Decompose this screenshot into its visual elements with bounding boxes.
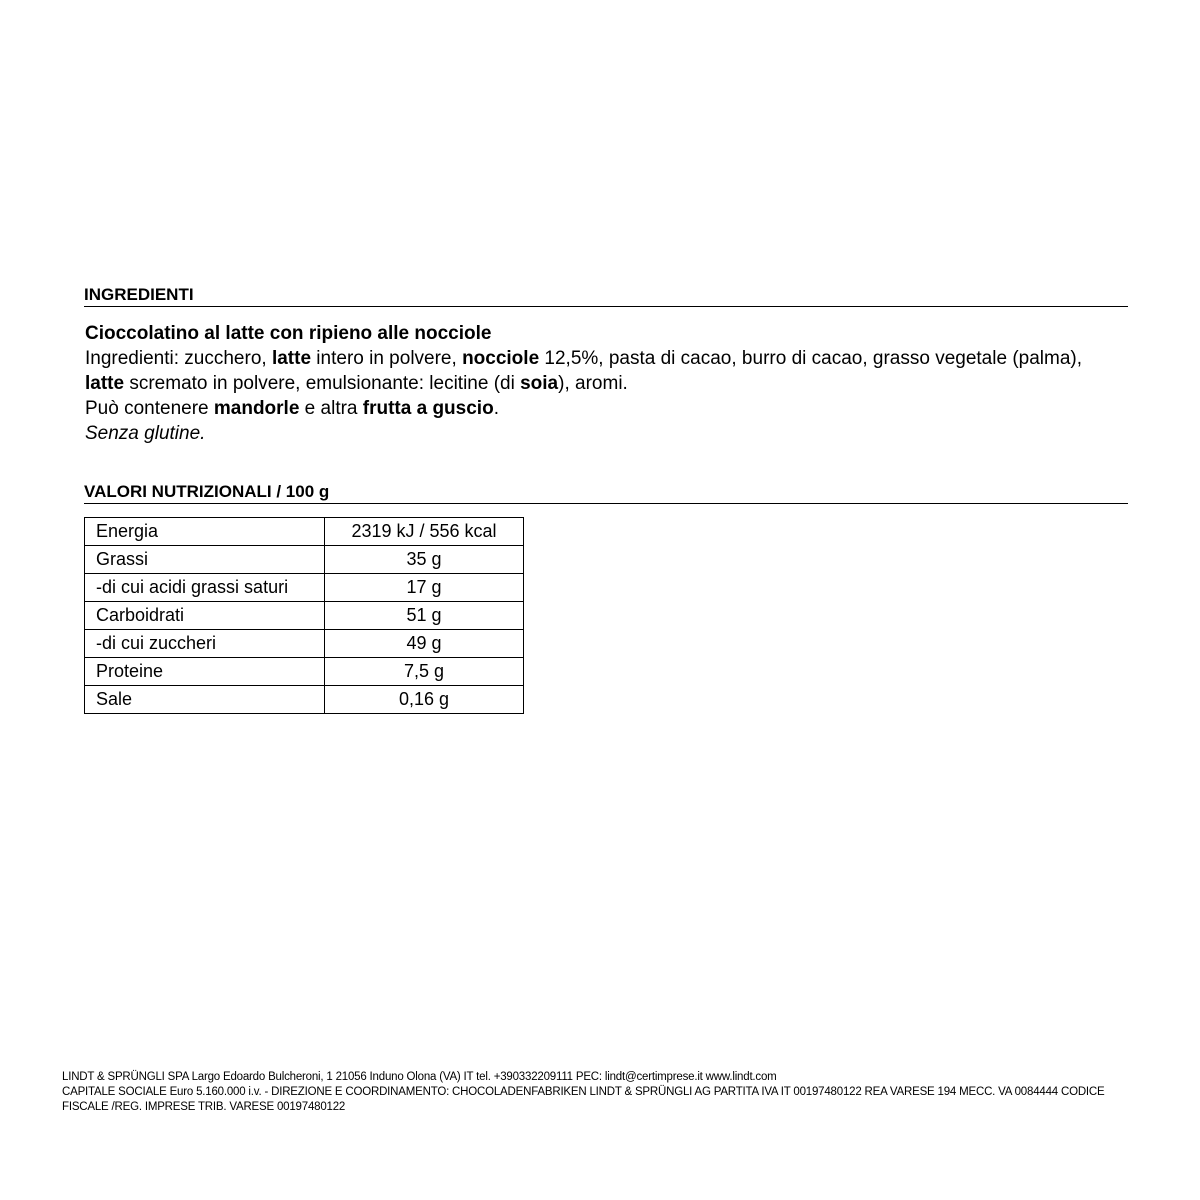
ingredients-divider — [84, 306, 1128, 307]
nutrient-label: Carboidrati — [85, 602, 325, 630]
nutrient-label: Sale — [85, 686, 325, 714]
product-name: Cioccolatino al latte con ripieno alle nocciole — [85, 323, 492, 344]
nutrition-row — [85, 518, 524, 546]
nutrition-row — [85, 602, 524, 630]
nutrient-value: 17 g — [325, 574, 524, 602]
may-contain-allergen: mandorle — [213, 398, 300, 419]
nutrition-row — [85, 630, 524, 658]
nutrient-value: 35 g — [325, 546, 524, 574]
nutrition-row — [85, 658, 524, 686]
nutrient-value: 0,16 g — [325, 686, 524, 714]
company-footer — [62, 1070, 1152, 1115]
ingredients-list — [85, 346, 1125, 396]
ingredients-heading: INGREDIENTI — [84, 285, 194, 304]
may-contain-text: e altra — [299, 398, 363, 419]
nutrient-label: Grassi — [85, 546, 325, 574]
ingredients-block — [85, 321, 1125, 446]
footer-line: CAPITALE SOCIALE Euro 5.160.000 i.v. - DIREZIONE E COORDINAMENTO: CHOCOLADENFABRIKEN LINDT & SPRÜNGLI AG PARTITA IVA IT 00197480122 REA VARESE 194 MECC. VA 0084444 CODICE FISCALE /REG. IMPRESE TRIB. VARESE 00197480122 — [62, 1086, 1105, 1113]
ingredient-allergen: nocciole — [462, 348, 540, 369]
nutrient-value: 51 g — [325, 602, 524, 630]
nutrition-row — [85, 686, 524, 714]
ingredient-text: intero in polvere, — [311, 348, 463, 369]
nutrient-label: -di cui zuccheri — [85, 630, 325, 658]
nutrient-value: 2319 kJ / 556 kcal — [325, 518, 524, 546]
may-contain-text: Può contenere — [85, 398, 214, 419]
allergen-warning — [85, 396, 1125, 421]
ingredient-text: 12,5%, pasta di cacao, burro di cacao, grasso vegetale (palma), — [539, 348, 1082, 369]
footer-line: LINDT & SPRÜNGLI SPA Largo Edoardo Bulcheroni, 1 21056 Induno Olona (VA) IT tel. +390332209111 PEC: lindt@certimprese.it www.lindt.com — [62, 1071, 777, 1083]
ingredient-allergen: latte — [85, 373, 125, 394]
ingredient-text: Ingredienti: zucchero, — [85, 348, 272, 369]
nutrition-row — [85, 546, 524, 574]
nutrition-table — [84, 517, 524, 714]
ingredient-allergen: soia — [520, 373, 559, 394]
nutrition-row — [85, 574, 524, 602]
nutrition-heading: VALORI NUTRIZIONALI / 100 g — [84, 482, 330, 501]
nutrient-label: -di cui acidi grassi saturi — [85, 574, 325, 602]
nutrient-label: Proteine — [85, 658, 325, 686]
nutrient-label: Energia — [85, 518, 325, 546]
nutrient-value: 49 g — [325, 630, 524, 658]
may-contain-allergen: frutta a guscio — [362, 398, 494, 419]
nutrition-divider — [84, 503, 1128, 504]
nutrient-value: 7,5 g — [325, 658, 524, 686]
may-contain-text: . — [493, 398, 499, 419]
ingredient-allergen: latte — [271, 348, 312, 369]
gluten-free-note: Senza glutine. — [85, 423, 206, 444]
ingredient-text: scremato in polvere, emulsionante: lecitine (di — [124, 373, 521, 394]
ingredient-text: ), aromi. — [558, 373, 628, 394]
